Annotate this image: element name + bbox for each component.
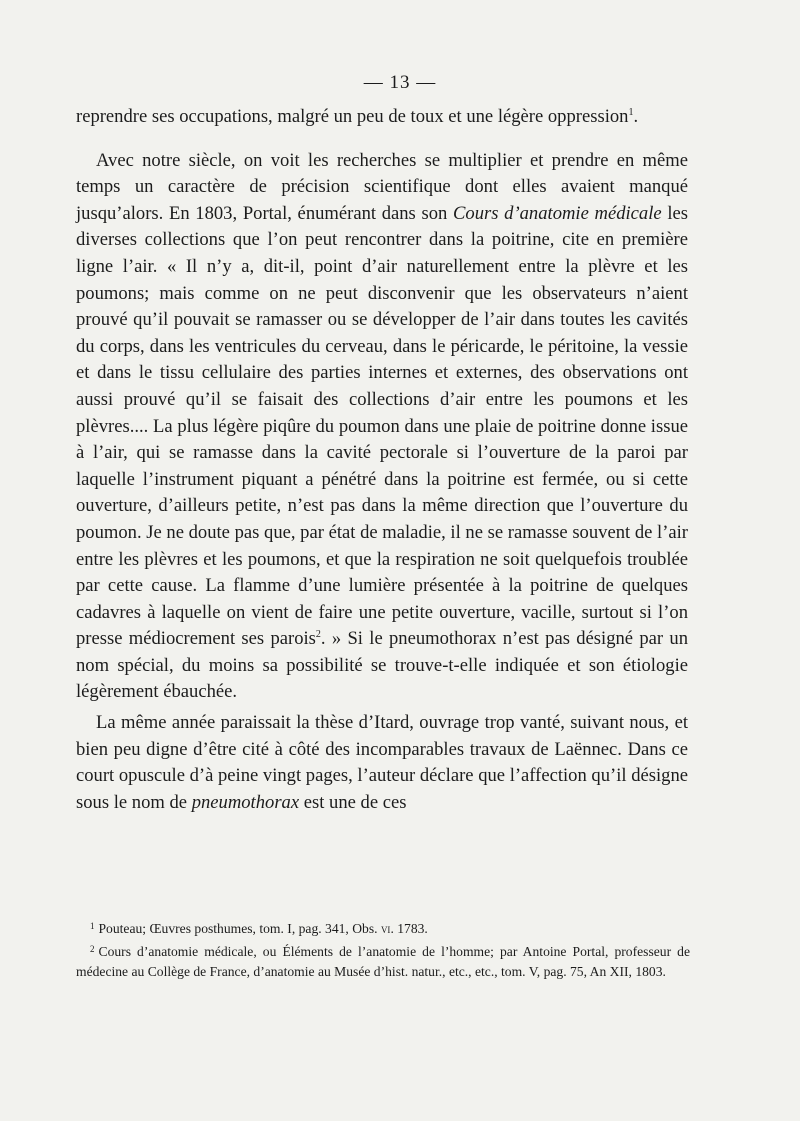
text-run: est une de ces bbox=[299, 791, 407, 813]
text-run: Pouteau; Œuvres posthumes, tom. I, pag. 341, Obs. bbox=[98, 921, 381, 936]
text-run: . » Si le pneumothorax n’est pas désigné par un nom spécial, du moins sa possibilité se trouve-t-elle indiquée et son étiologie légèrement ébauchée. bbox=[76, 628, 688, 703]
text-run: La même année paraissait la thèse d’Itard, ouvrage trop vanté, suivant nous, et bien peu digne d’être cité à côté des incomparables travaux de Laënnec. Dans ce court opuscule d’à peine vingt pages, l’auteur déclare que l’affection qu’il désigne sous le nom de bbox=[76, 712, 688, 813]
paragraph bbox=[76, 148, 688, 706]
footnote-mark: 1 bbox=[90, 921, 95, 931]
paragraph bbox=[76, 710, 688, 816]
small-caps-text: vi bbox=[380, 922, 391, 936]
footnotes bbox=[76, 916, 690, 983]
footnote bbox=[76, 939, 690, 982]
text-run: Cours d’anatomie médicale, ou Éléments de l’anatomie de l’homme; par Antoine Portal, professeur de médecine au Collège de France, d’anatomie au Musée d’hist. natur., etc., etc., tom. V, pag. 75, An XII, 1803. bbox=[76, 944, 690, 980]
text-run: . bbox=[633, 106, 639, 127]
text-run: reprendre ses occupations, malgré un peu de toux et une légère oppression bbox=[76, 106, 629, 127]
footnote-mark: 2 bbox=[90, 944, 95, 955]
footnote-reference: 1 bbox=[628, 107, 634, 118]
footnote bbox=[76, 916, 690, 939]
text-run: Avec notre siècle, on voit les recherches se multiplier et prendre en même temps un caractère de précision scientifique dont elles avaient manqué jusqu’alors. En 1803, Portal, énumérant dans son bbox=[76, 149, 688, 224]
page-number: — 13 — bbox=[363, 72, 437, 93]
footnote-reference: 2 bbox=[315, 629, 321, 641]
body-text bbox=[76, 104, 688, 816]
text-run: . 1783. bbox=[390, 921, 428, 936]
paragraph bbox=[76, 104, 688, 131]
text-run: les diverses collections que l’on peut rencontrer dans la poitrine, cite en première ligne l’air. « Il n’y a, dit-il, point d’air naturellement entre la plèvre et les poumons; mais comme on ne peut disconvenir que les observateurs n’aient prouvé qu’il pouvait se ramasser ou se développer de l’air dans toutes les cavités du corps, dans les ventricules du cerveau, dans le péricarde, le péritoine, la vessie et dans le tissu cellulaire des parties internes et externes, des observations ont aussi prouvé qu’il se faisait des collections d’air entre les poumons et les plèvres.... La plus légère piqûre du poumon dans une plaie de poitrine donne issue à l’air, qui se ramasse dans la cavité pectorale si l’ouverture de la paroi par laquelle l’instrument piquant a pénétré dans la poitrine est fermée, ou si cette ouverture, d’ailleurs petite, n’est pas dans la même direction que l’ouverture du poumon. Je ne doute pas que, par état de maladie, il ne se ramasse souvent de l’air entre les plèvres et les poumons, et que la respiration ne soit quelquefois troublée par cette cause. La flamme d’une lumière présentée à la poitrine de quelques cadavres à laquelle on vient de faire une petite ouverture, vacille, surtout si l’on presse médiocrement ses parois bbox=[76, 202, 688, 650]
italic-title: Cours d’anatomie médicale bbox=[453, 202, 662, 224]
italic-title: pneumothorax bbox=[191, 791, 300, 813]
